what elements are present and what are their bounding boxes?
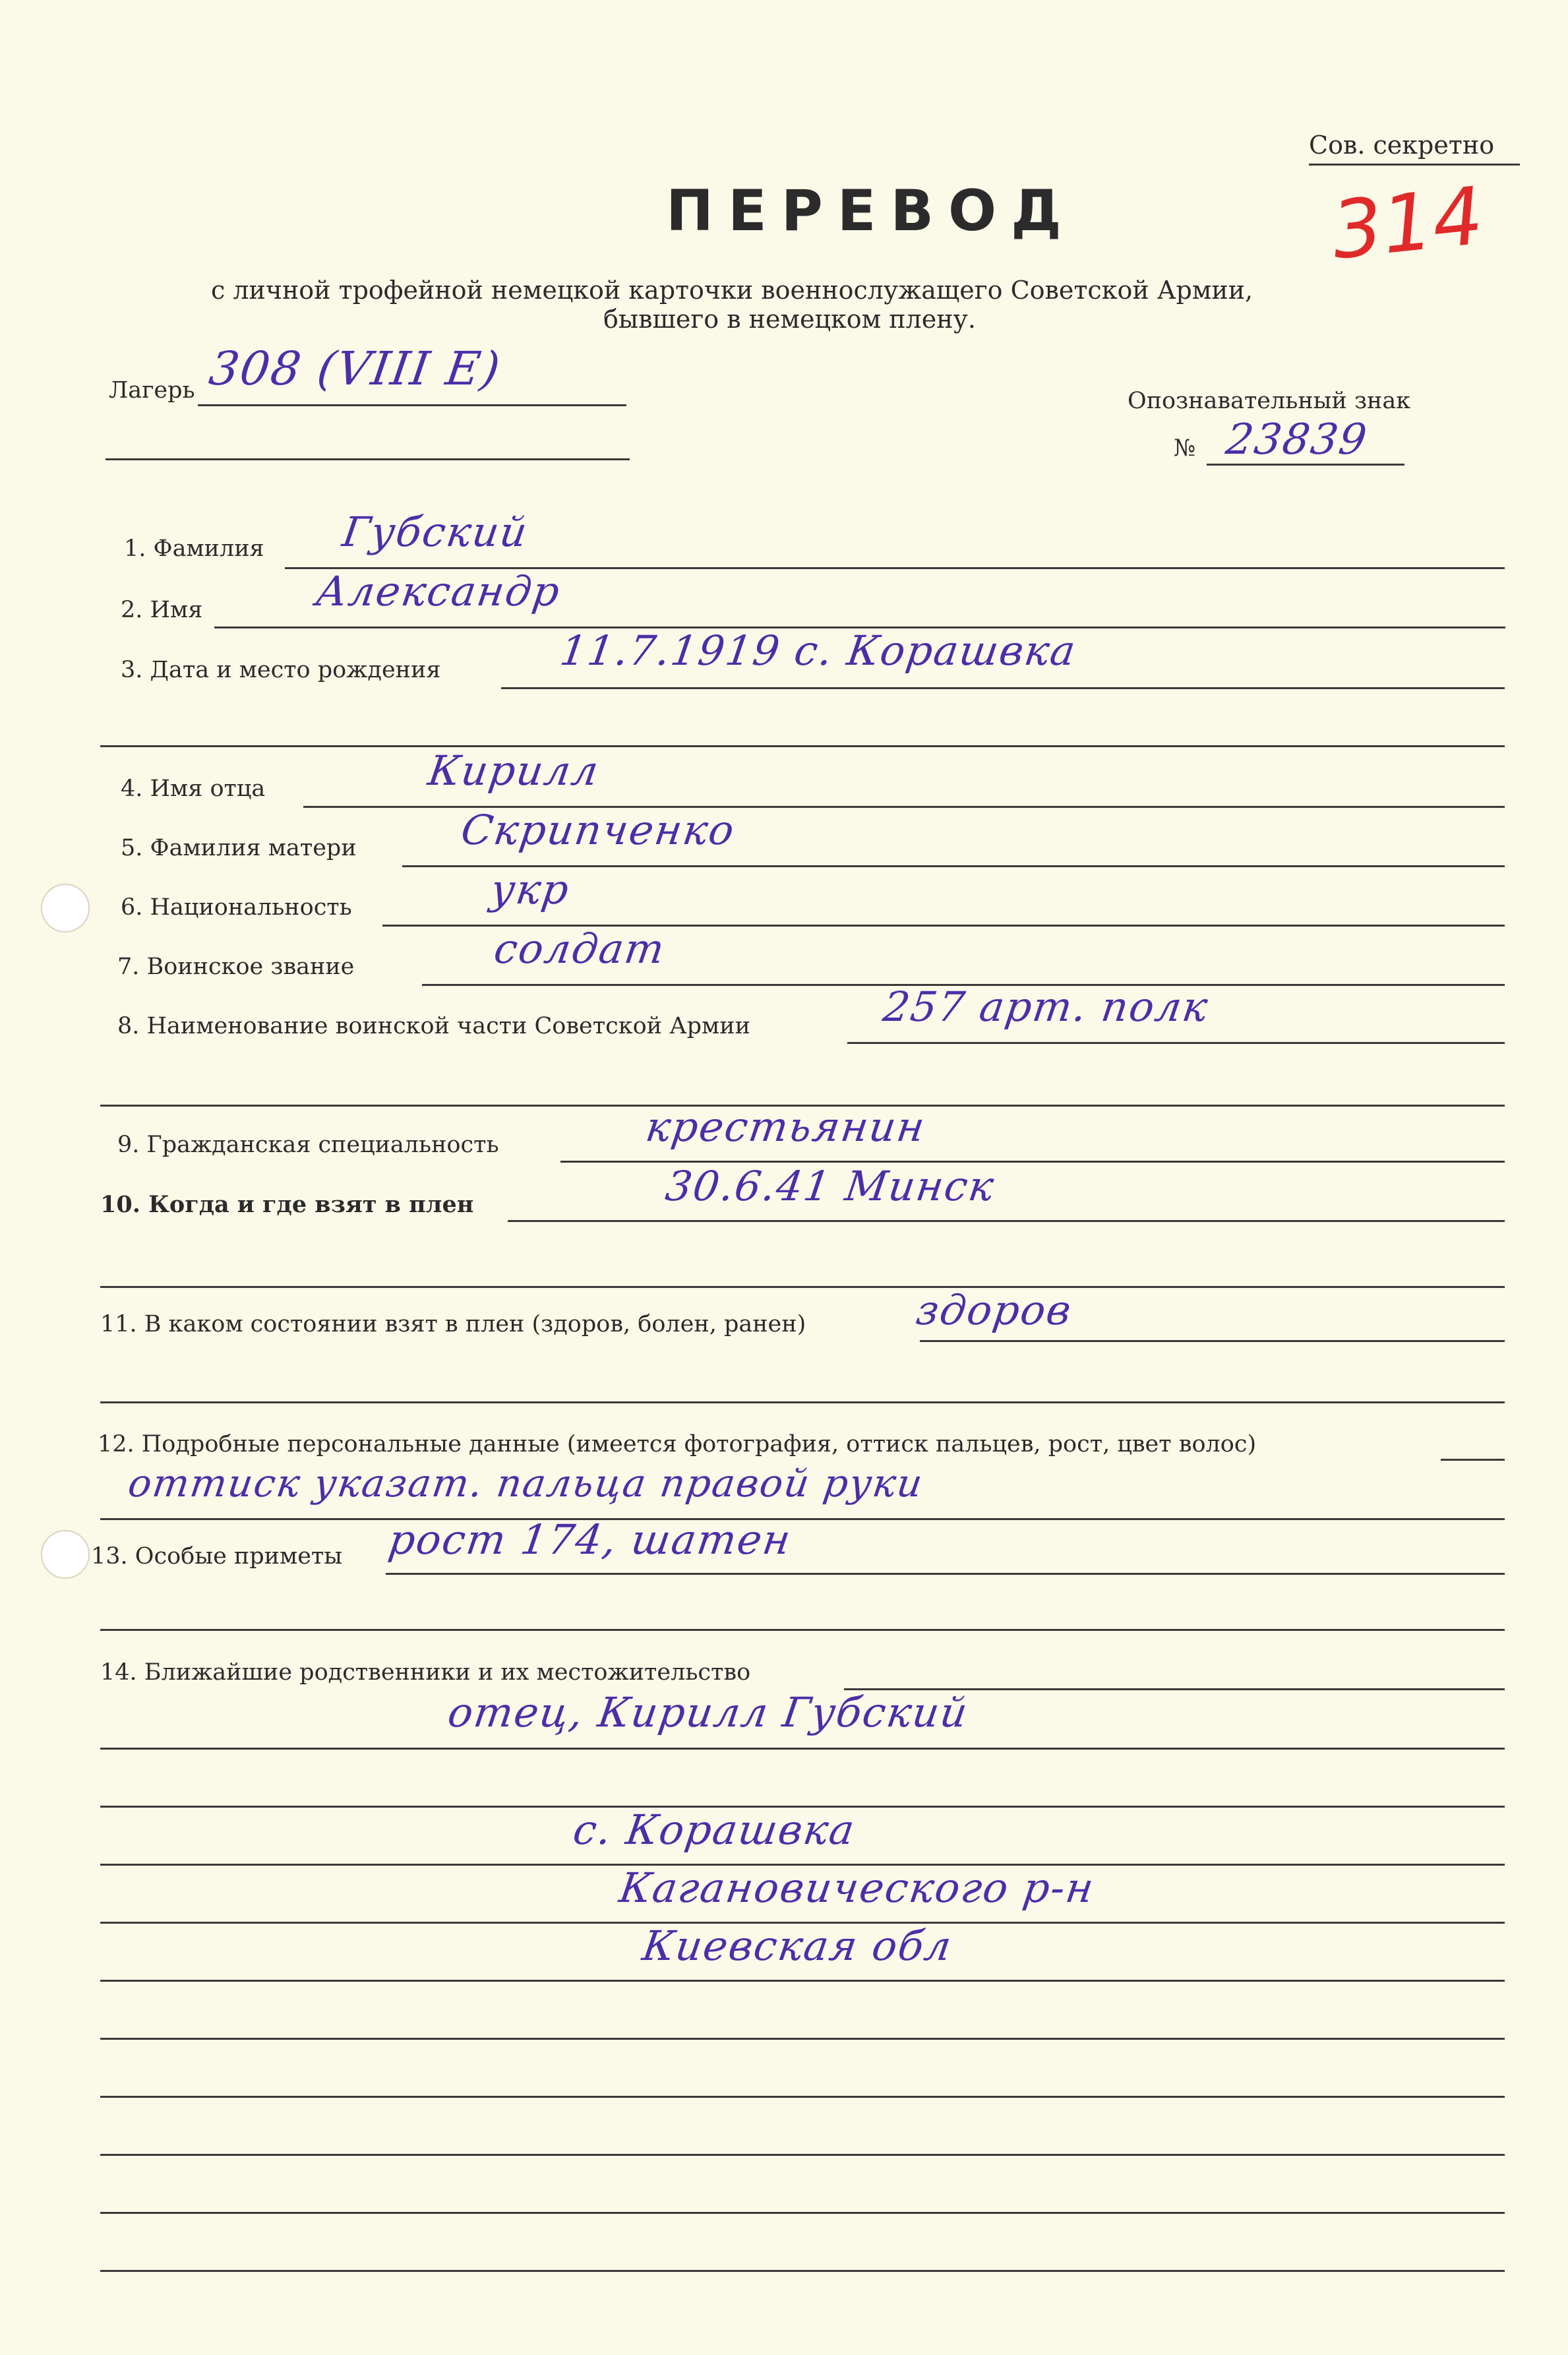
field-8-line bbox=[847, 1042, 1505, 1044]
field-3-label: 3. Дата и место рождения bbox=[121, 657, 441, 683]
field-12-line bbox=[1441, 1459, 1505, 1461]
field-13-line-2 bbox=[100, 1629, 1505, 1631]
field-1-value: Губский bbox=[339, 508, 531, 556]
field-8-label: 8. Наименование воинской части Советской Армии bbox=[117, 1013, 750, 1039]
field-13-line bbox=[386, 1573, 1505, 1575]
camp-label: Лагерь bbox=[109, 377, 195, 404]
document-subtitle-line-2: бывшего в немецком плену. bbox=[603, 305, 976, 334]
field-2-value: Александр bbox=[313, 567, 564, 615]
field-7-label: 7. Воинское звание bbox=[117, 954, 355, 980]
field-4-label: 4. Имя отца bbox=[121, 776, 266, 802]
field-3-line-2 bbox=[100, 745, 1505, 747]
field-13-value: рост 174, шатен bbox=[385, 1515, 795, 1564]
classification-label: Сов. секретно bbox=[1309, 131, 1495, 160]
field-10-value: 30.6.41 Минск bbox=[662, 1162, 998, 1210]
camp-line bbox=[198, 404, 626, 406]
relatives-line-1 bbox=[100, 1748, 1505, 1750]
field-12-value: оттиск указат. пальца правой руки bbox=[125, 1461, 926, 1506]
field-6-label: 6. Национальность bbox=[121, 894, 352, 921]
field-1-label: 1. Фамилия bbox=[124, 535, 264, 562]
relatives-value-4: Киевская обл bbox=[639, 1922, 955, 1970]
relatives-line-8 bbox=[100, 2154, 1505, 2156]
document-title: ПЕРЕВОД bbox=[666, 178, 1076, 244]
classification-underline bbox=[1309, 164, 1520, 166]
field-4-value: Кирилл bbox=[425, 747, 603, 795]
document-subtitle-line-1: с личной трофейной немецкой карточки военнослужащего Советской Армии, bbox=[211, 276, 1253, 305]
field-11-line-2 bbox=[100, 1401, 1505, 1403]
relatives-line-9 bbox=[100, 2212, 1505, 2214]
field-8-value: 257 арт. полк bbox=[880, 983, 1212, 1031]
field-9-value: крестьянин bbox=[642, 1103, 929, 1151]
relatives-line-5 bbox=[100, 1980, 1505, 1982]
relatives-value-3: Кагановического р-н bbox=[616, 1864, 1098, 1912]
id-tag-value: 23839 bbox=[1222, 415, 1371, 464]
field-12-line-2 bbox=[100, 1518, 1505, 1520]
field-10-line bbox=[508, 1220, 1505, 1222]
id-tag-label: Опознавательный знак bbox=[1128, 388, 1411, 414]
field-11-value: здоров bbox=[913, 1286, 1075, 1334]
stamp-number: 314 bbox=[1327, 170, 1488, 278]
field-12-label: 12. Подробные персональные данные (имеется фотография, оттиск пальцев, рост, цвет волос) bbox=[98, 1431, 1257, 1457]
field-14-label: 14. Ближайшие родственники и их местожительство bbox=[100, 1659, 751, 1686]
id-tag-number-sign: № bbox=[1174, 435, 1196, 462]
field-13-label: 13. Особые приметы bbox=[91, 1543, 343, 1570]
field-11-line bbox=[920, 1340, 1505, 1342]
relatives-line-7 bbox=[100, 2096, 1505, 2098]
relatives-line-6 bbox=[100, 2038, 1505, 2040]
field-2-label: 2. Имя bbox=[121, 597, 203, 623]
field-3-value: 11.7.1919 с. Корашвка bbox=[557, 627, 1080, 675]
field-3-line bbox=[501, 687, 1505, 689]
relatives-line-10 bbox=[100, 2270, 1505, 2272]
field-9-label: 9. Гражданская специальность bbox=[117, 1132, 499, 1158]
punch-hole-bottom bbox=[41, 1530, 90, 1579]
relatives-value-2: с. Корашвка bbox=[570, 1806, 859, 1854]
field-7-value: солдат bbox=[491, 925, 669, 973]
camp-line-2 bbox=[106, 458, 630, 460]
camp-value: 308 (VIII E) bbox=[206, 342, 505, 396]
punch-hole-top bbox=[41, 884, 90, 933]
field-10-line-2 bbox=[100, 1286, 1505, 1288]
field-5-label: 5. Фамилия матери bbox=[121, 835, 357, 861]
relatives-value-1: отец, Кирилл Губский bbox=[444, 1688, 972, 1736]
field-6-value: укр bbox=[487, 865, 573, 913]
field-5-value: Скрипченко bbox=[458, 806, 739, 854]
field-10-label: 10. Когда и где взят в плен bbox=[100, 1191, 474, 1218]
field-11-label: 11. В каком состоянии взят в плен (здоров, болен, ранен) bbox=[100, 1311, 806, 1337]
